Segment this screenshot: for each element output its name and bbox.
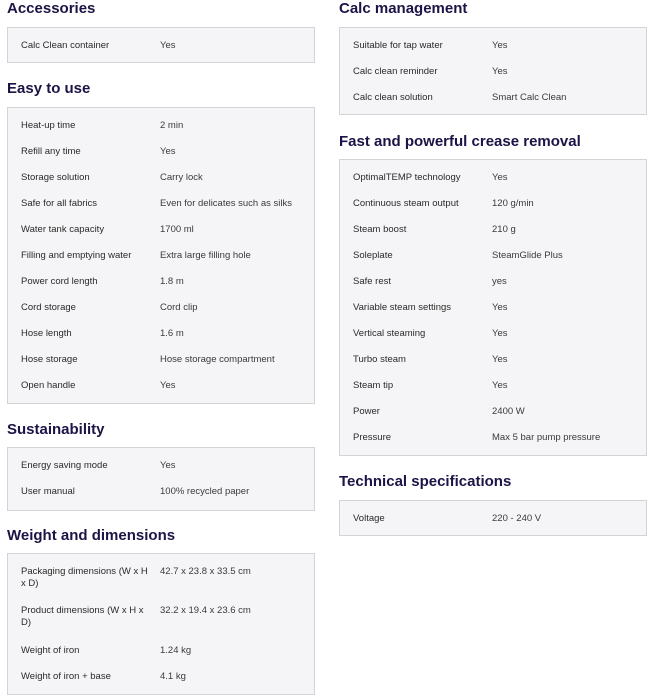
spec-table-easy-to-use (7, 107, 315, 404)
spec-value: Extra large filling hole (160, 250, 251, 261)
spec-label: Power (353, 406, 380, 417)
spec-label: Weight of iron (21, 645, 80, 656)
spec-label: Open handle (21, 380, 76, 391)
spec-value: 42.7 x 23.8 x 33.5 cm (160, 566, 251, 577)
spec-value: Smart Calc Clean (492, 92, 567, 103)
spec-value: Hose storage compartment (160, 354, 275, 365)
spec-label: Continuous steam output (353, 198, 459, 209)
spec-label: Steam boost (353, 224, 407, 235)
spec-table-calc-management (339, 27, 647, 115)
spec-value: Even for delicates such as silks (160, 198, 293, 209)
spec-value: 2 min (160, 120, 184, 131)
spec-value: Max 5 bar pump pressure (492, 432, 601, 443)
spec-value: Yes (492, 40, 508, 51)
spec-value: 1700 ml (160, 224, 194, 235)
spec-label: Refill any time (21, 146, 81, 157)
spec-value: yes (492, 276, 507, 287)
spec-value: Yes (492, 172, 508, 183)
spec-value: Yes (492, 302, 508, 313)
spec-label: Storage solution (21, 172, 90, 183)
spec-label: Power cord length (21, 276, 98, 287)
spec-table-sustainability (7, 447, 315, 511)
spec-label: Calc Clean container (21, 40, 110, 51)
spec-value: 210 g (492, 224, 516, 235)
spec-label: Calc clean solution (353, 92, 433, 103)
spec-value: Yes (160, 380, 176, 391)
spec-value: 4.1 kg (160, 671, 186, 682)
spec-value: 2400 W (492, 406, 525, 417)
spec-table-weight-and-dimensions (7, 553, 315, 695)
spec-label: Steam tip (353, 380, 394, 391)
spec-label: Water tank capacity (21, 224, 105, 235)
spec-value: 1.6 m (160, 328, 184, 339)
spec-label: Calc clean reminder (353, 66, 438, 77)
spec-value: 32.2 x 19.4 x 23.6 cm (160, 605, 251, 616)
spec-value: SteamGlide Plus (492, 250, 563, 261)
spec-value: Yes (492, 380, 508, 391)
spec-label: User manual (21, 486, 75, 497)
spec-label: Heat-up time (21, 120, 76, 131)
spec-label: Suitable for tap water (353, 40, 443, 51)
spec-label: Hose storage (21, 354, 78, 365)
spec-value: 220 - 240 V (492, 513, 542, 524)
spec-label: Weight of iron + base (21, 671, 111, 682)
section-title-easy-to-use: Easy to use (7, 80, 91, 97)
spec-label: OptimalTEMP technology (353, 172, 461, 183)
spec-table-accessories (7, 27, 315, 63)
spec-value: 120 g/min (492, 198, 534, 209)
spec-label: Safe for all fabrics (21, 198, 98, 209)
spec-table-technical-specifications (339, 500, 647, 536)
spec-label: Cord storage (21, 302, 76, 313)
spec-value: 100% recycled paper (160, 486, 250, 497)
spec-value: Yes (160, 146, 176, 157)
spec-label: Voltage (353, 513, 385, 524)
spec-value: Yes (492, 66, 508, 77)
section-title-calc-management: Calc management (339, 0, 468, 17)
spec-label: Vertical steaming (353, 328, 426, 339)
spec-label: Variable steam settings (353, 302, 452, 313)
spec-label: Energy saving mode (21, 460, 108, 471)
spec-value: 1.24 kg (160, 645, 192, 656)
section-title-crease-removal: Fast and powerful crease removal (339, 133, 581, 150)
spec-label: Filling and emptying water (21, 250, 132, 261)
spec-label: Hose length (21, 328, 72, 339)
spec-value: Carry lock (160, 172, 203, 183)
section-title-accessories: Accessories (7, 0, 96, 17)
spec-value: Yes (492, 328, 508, 339)
spec-value: Cord clip (160, 302, 198, 313)
spec-label: Turbo steam (353, 354, 406, 365)
spec-label: Soleplate (353, 250, 393, 261)
section-title-sustainability: Sustainability (7, 421, 105, 438)
spec-table-crease-removal (339, 159, 647, 456)
section-title-weight-and-dimensions: Weight and dimensions (7, 527, 176, 544)
spec-value: 1.8 m (160, 276, 184, 287)
spec-label: Packaging dimensions (W x H x D) (21, 566, 148, 589)
spec-value: Yes (160, 460, 176, 471)
spec-label: Product dimensions (W x H x D) (21, 605, 144, 628)
spec-value: Yes (492, 354, 508, 365)
spec-label: Safe rest (353, 276, 392, 287)
spec-label: Pressure (353, 432, 392, 443)
spec-value: Yes (160, 40, 176, 51)
section-title-technical-specifications: Technical specifications (339, 473, 512, 490)
